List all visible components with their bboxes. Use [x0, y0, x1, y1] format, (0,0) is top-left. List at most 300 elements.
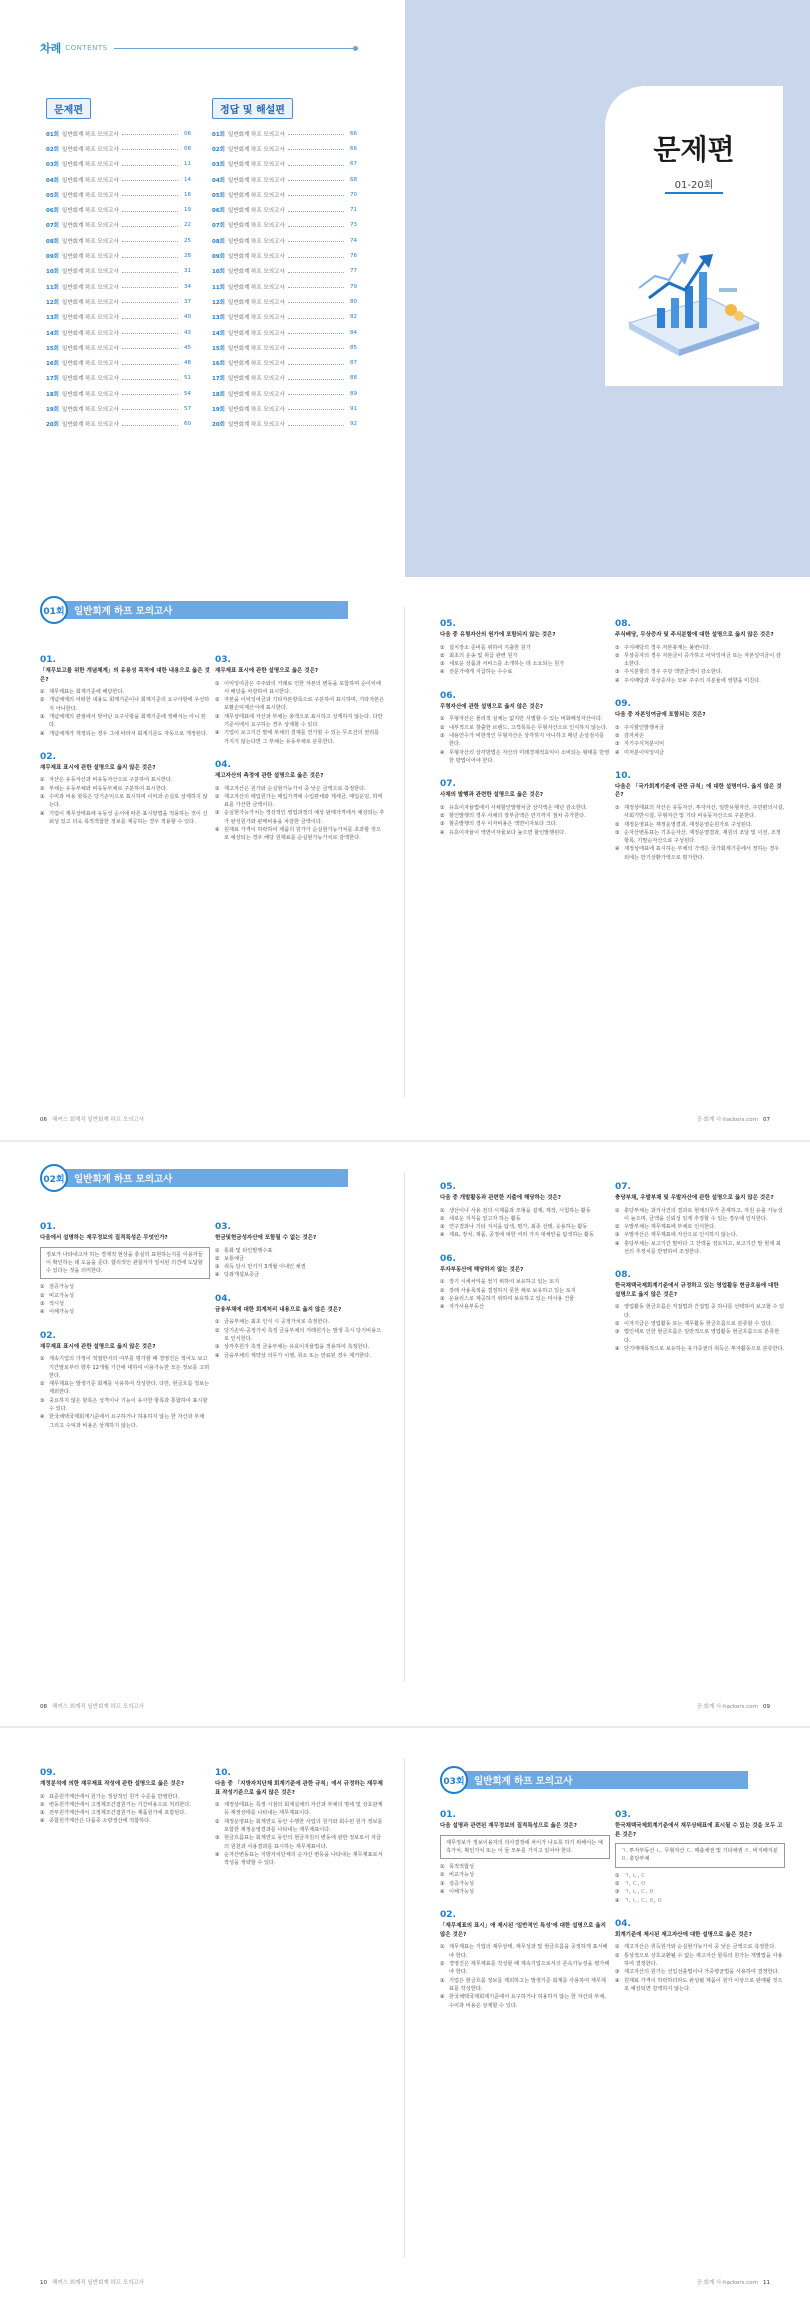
toc-item-label: 일반회계 하프 모의고사 [62, 223, 119, 230]
option-text: 상각후원가 측정 금융부채는 유효이자율법을 적용하여 측정한다. [224, 1344, 370, 1351]
option-marker: ③ [40, 794, 45, 801]
question-number: 06. [440, 1253, 456, 1264]
toc-item [212, 325, 357, 340]
toc-item-label: 일반회계 하프 모의고사 [228, 315, 285, 322]
toc-leader-dots [288, 147, 344, 150]
toc-item [212, 340, 357, 355]
footer-left [40, 1702, 144, 1710]
answer-option [440, 1888, 610, 1896]
option-text: 감자차손 [624, 732, 645, 739]
toc-leader-dots [288, 255, 344, 258]
answer-option [40, 1801, 210, 1809]
toc-item [212, 248, 357, 263]
question-text: 투자부동산에 해당하지 않는 것은? [440, 1266, 524, 1273]
toc-item-number: 19회 [212, 406, 225, 413]
option-text: 보통예금 [224, 1255, 245, 1262]
answer-option [615, 1345, 785, 1353]
option-text: 할증발행의 경우 이자비용은 액면이자보다 크다. [449, 821, 558, 828]
question [40, 1768, 210, 1826]
toc-item-label: 일반회계 하프 모의고사 [228, 422, 285, 429]
option-text: 내용연수가 비한정인 무형자산은 상각하지 아니하고 매년 손상검사를 한다. [449, 732, 605, 748]
contents-title-en: CONTENTS [65, 44, 108, 52]
answer-option [215, 1818, 385, 1835]
answer-option [40, 1809, 210, 1817]
toc-leader-dots [122, 270, 178, 273]
toc-item-label: 일반회계 하프 모의고사 [62, 406, 119, 413]
option-marker: ③ [215, 713, 220, 720]
exam-page-round-03 [0, 1726, 810, 2300]
option-marker: ① [215, 1319, 220, 1326]
answer-option [215, 809, 385, 826]
question-number: 02. [40, 751, 56, 762]
toc-item [46, 371, 191, 386]
option-text: 연구결과나 기타 지식을 탐색, 평가, 최종 선택, 응용하는 활동 [449, 1224, 588, 1231]
answer-option [615, 821, 785, 829]
option-text: 금융부채의 계약상 의무가 이행, 취소 또는 만료된 경우 제거한다. [224, 1352, 371, 1359]
option-text: 개념체계가 개정되는 경우 그에 따라서 회계기준도 자동으로 개정된다. [49, 730, 208, 737]
option-text: 전부원가계산에서 고정제조간접원가는 제품원가에 포함된다. [49, 1810, 186, 1817]
toc-item-number: 05회 [46, 192, 59, 199]
answer-option [615, 724, 785, 732]
option-marker: ① [615, 1872, 620, 1879]
question-text: 충당부채, 우발부채 및 우발자산에 관한 설명으로 옳지 않은 것은? [615, 1195, 774, 1201]
toc-item-page: 88 [350, 375, 357, 382]
option-marker: ④ [615, 846, 620, 853]
toc-item-label: 일반회계 하프 모의고사 [228, 406, 285, 413]
answer-option [615, 1328, 785, 1345]
answer-option [40, 730, 210, 738]
answer-option [440, 1960, 610, 1977]
option-marker: ③ [615, 669, 620, 676]
option-marker: ④ [440, 1232, 445, 1239]
option-marker: ② [40, 1381, 45, 1388]
option-text: 설치장소 준비를 위하여 지출한 원가 [449, 644, 531, 651]
toc-item-label: 일반회계 하프 모의고사 [228, 223, 285, 230]
toc-item-label: 일반회계 하프 모의고사 [228, 269, 285, 276]
answer-option [40, 1380, 210, 1397]
toc-item-number: 07회 [212, 223, 225, 230]
question [40, 655, 210, 738]
toc-item [212, 218, 357, 233]
toc-item [212, 294, 357, 309]
toc-item-label: 일반회계 하프 모의고사 [228, 391, 285, 398]
option-text: 자산은 유동자산과 비유동자산으로 구분하여 표시한다. [49, 777, 173, 784]
page-number: 11 [763, 2280, 770, 2286]
toc-problems-list [46, 126, 191, 432]
option-text: 통화 및 타인발행수표 [224, 1247, 273, 1254]
question-column-3 [440, 619, 610, 851]
answer-option [40, 1283, 210, 1291]
option-marker: ④ [440, 669, 445, 676]
answer-option [615, 1207, 785, 1224]
answer-option [40, 1793, 210, 1801]
page-number: 10 [40, 2280, 47, 2286]
option-text: 재무제표는 발생기준 회계를 사용하여 작성한다. 다만, 현금흐름 정보는 제외한다. [49, 1381, 210, 1396]
toc-item-number: 01회 [212, 131, 225, 138]
question-text: 다음에서 설명하는 재무정보의 질적특성은 무엇인가? [40, 1235, 168, 1241]
toc-item-page: 91 [350, 405, 357, 412]
toc-item-page: 51 [184, 375, 191, 382]
question-number: 10. [215, 1768, 231, 1778]
answer-option [440, 644, 610, 652]
toc-item-label: 일반회계 하프 모의고사 [62, 345, 119, 352]
option-text: ㄱ, ㄴ, ㄷ, ㄹ, ㅁ [624, 1897, 663, 1904]
round-banner [40, 1168, 348, 1188]
answer-option [440, 820, 610, 828]
toc-item-label: 일반회계 하프 모의고사 [228, 345, 285, 352]
toc-item [46, 386, 191, 401]
toc-item [46, 202, 191, 217]
toc-answers-title: 정답 및 해설편 [212, 98, 293, 119]
toc-item-label: 일반회계 하프 모의고사 [62, 146, 119, 153]
footer-text: 공·회계 사·hackers.com [696, 2280, 758, 2286]
answer-option [40, 810, 210, 827]
toc-problems-title: 문제편 [46, 98, 91, 119]
answer-option [615, 1880, 785, 1888]
option-marker: ② [615, 732, 620, 739]
toc-item-number: 08회 [212, 238, 225, 245]
option-marker: ③ [615, 1329, 620, 1336]
toc-item-page: 77 [350, 268, 357, 275]
question-text: 다음은 「국가회계기준에 관한 규칙」에 대한 설명이다. 옳지 않은 것은? [615, 783, 782, 799]
option-text: 최초의 운송 및 취급 관련 원가 [449, 652, 518, 659]
option-marker: ③ [615, 741, 620, 748]
answer-option [615, 677, 785, 685]
answer-option [440, 732, 610, 749]
toc-item [46, 325, 191, 340]
option-marker: ④ [615, 677, 620, 684]
option-text: 당기손익-공정가치 측정 금융부채의 거래원가는 발생 즉시 당기비용으로 인식한다. [224, 1327, 382, 1342]
option-text: 현금흐름표는 회계연도 동안의 현금자원의 변동에 관한 정보로서 자금의 원천과 사용결과를 표시하는 재무제표이다. [224, 1835, 381, 1850]
option-text: 내부적으로 창출한 브랜드, 고객목록은 무형자산으로 인식하지 않는다. [449, 724, 608, 731]
option-marker: ③ [40, 713, 45, 720]
option-text: 운용리스로 제공하기 위하여 보유하고 있는 미사용 건물 [449, 1295, 575, 1302]
option-marker: ④ [615, 1345, 620, 1352]
option-text: 한국채택국제회계기준에서 요구하거나 허용하지 않는 한 자산과 부채 그리고 수익과 비용은 상계하지 않는다. [49, 1414, 205, 1429]
toc-leader-dots [122, 346, 178, 349]
option-marker: ② [40, 1292, 45, 1299]
option-marker: ④ [40, 810, 45, 817]
toc-leader-dots [122, 193, 178, 196]
answer-option [215, 1343, 385, 1351]
option-text: 비교가능성 [449, 1872, 475, 1879]
option-marker: ② [440, 1215, 445, 1222]
option-text: 변동원가계산에서 고정제조간접원가는 기간비용으로 처리한다. [49, 1801, 191, 1808]
toc-leader-dots [122, 362, 178, 365]
answer-option [215, 1834, 385, 1851]
question-column-3 [440, 1182, 610, 1326]
round-badge: 01회 [40, 596, 68, 624]
toc-leader-dots [288, 316, 344, 319]
toc-item-page: 06 [184, 130, 191, 137]
option-marker: ④ [215, 1352, 220, 1359]
toc-item-page: 70 [350, 191, 357, 198]
footer-right [697, 1702, 770, 1710]
toc-leader-dots [288, 407, 344, 410]
toc-item-number: 02회 [212, 146, 225, 153]
option-text: 재무제표는 기업의 재무상태, 재무성과 및 현금흐름을 공정하게 표시해야 한다. [449, 1944, 608, 1959]
toc-leader-dots [288, 132, 344, 135]
answer-option [40, 1817, 210, 1825]
question-number: 04. [215, 1293, 231, 1304]
answer-option [440, 660, 610, 668]
toc-item-label: 일반회계 하프 모의고사 [228, 208, 285, 215]
toc-item-number: 11회 [46, 284, 59, 291]
question [440, 619, 610, 677]
toc-item-page: 40 [184, 314, 191, 321]
toc-item-page: 67 [350, 161, 357, 168]
toc-item [46, 141, 191, 156]
answer-option [440, 652, 610, 660]
toc-leader-dots [288, 224, 344, 227]
option-text: ㄱ, ㄴ, ㄷ [624, 1872, 646, 1879]
option-marker: ② [215, 793, 220, 800]
option-text: 수익과 비용 항목은 당기손익으로 표시하며 이익과 손실로 상계하지 않는다. [49, 794, 208, 809]
answer-option [615, 732, 785, 740]
toc-item-number: 17회 [46, 376, 59, 383]
question [615, 771, 785, 862]
question [615, 1270, 785, 1353]
toc-leader-dots [288, 209, 344, 212]
answer-option [615, 749, 785, 757]
toc-item-number: 03회 [212, 162, 225, 169]
toc-item-page: 08 [184, 145, 191, 152]
question-number: 06. [440, 690, 456, 701]
option-text: 새로운 상품과 서비스를 소개하는 데 소요되는 원가 [449, 661, 565, 668]
option-text: 유효이자율이 액면이자율보다 높으면 할인발행된다. [449, 829, 566, 836]
option-text: 재정운영표는 재정운영결과, 재정운영순원가로 구성된다. [624, 821, 753, 828]
option-marker: ① [615, 644, 620, 651]
toc-item [212, 233, 357, 248]
option-marker: ② [615, 1321, 620, 1328]
question-number: 04. [615, 1918, 631, 1929]
contents-title-kr: 차례 [40, 42, 62, 55]
answer-option [215, 1271, 385, 1279]
page-number: 06 [40, 1117, 47, 1123]
option-marker: ③ [40, 1810, 45, 1817]
option-text: ㄱ, ㄷ, ㅁ [624, 1880, 646, 1887]
question [440, 691, 610, 765]
toc-item-number: 13회 [46, 315, 59, 322]
toc-item [46, 233, 191, 248]
question-text: 다음 중 개발활동과 관련한 지출에 해당하는 것은? [440, 1195, 561, 1201]
question-column-4 [615, 1182, 785, 1367]
option-text: 충당부채는 과거사건의 결과로 현재의무가 존재하고, 자원 유출 가능성이 높으며, 금액을 신뢰성 있게 추정할 수 있는 경우에 인식한다. [624, 1207, 783, 1222]
toc-leader-dots [288, 178, 344, 181]
toc-item [212, 141, 357, 156]
option-text: 검증가능성 [449, 1880, 475, 1887]
toc-item-page: 82 [350, 314, 357, 321]
toc-item-label: 일반회계 하프 모의고사 [228, 146, 285, 153]
option-marker: ③ [615, 1889, 620, 1896]
page-gutter [404, 1758, 405, 2258]
toc-item-number: 09회 [212, 254, 225, 261]
answer-option [215, 696, 385, 713]
question [615, 1182, 785, 1256]
toc-problems [46, 98, 191, 432]
option-text: 통상적으로 상호교환될 수 없는 재고자산 항목의 원가는 개별법을 사용하여 결정한다. [624, 1952, 783, 1968]
option-text: 경영진은 재무제표를 작성할 때 계속기업으로서의 존속가능성을 평가해야 한다. [449, 1961, 610, 1976]
question [215, 760, 385, 843]
answer-option [440, 1977, 610, 1994]
toc-item-page: 74 [350, 237, 357, 244]
option-marker: ② [440, 1872, 445, 1879]
option-text: 우발부채는 재무제표에 부채로 인식한다. [624, 1224, 716, 1231]
toc-item-page: 68 [350, 176, 357, 183]
option-marker: ① [215, 785, 220, 792]
toc-leader-dots [122, 239, 178, 242]
question-text: 사채의 발행과 관련한 설명으로 옳은 것은? [440, 792, 544, 799]
cover-card [605, 86, 783, 386]
round-badge: 02회 [40, 1164, 68, 1192]
question [615, 619, 785, 685]
question-number: 08. [615, 619, 631, 629]
option-text: 재고자산은 취득원가와 순실현가능가치 중 낮은 금액으로 측정한다. [624, 1944, 776, 1951]
question-number: 07. [615, 1182, 631, 1192]
option-text: 개념체계의 관점에서 벗어난 요구사항을 회계기준에 정해서는 아니 된다. [49, 713, 206, 729]
toc-item-number: 05회 [212, 192, 225, 199]
page-number: 07 [763, 1117, 770, 1123]
exam-page-round-02 [0, 1140, 810, 1726]
option-text: 재정상태표에 표시하는 부채의 가액은 국가회계기준에서 정하는 경우 외에는 만기상환가액으로 평가한다. [624, 846, 780, 861]
answer-option [40, 1308, 210, 1316]
toc-item-label: 일반회계 하프 모의고사 [62, 284, 119, 291]
question-column-2 [215, 655, 385, 857]
question-text: 주식배당, 무상증자 및 주식분할에 대한 설명으로 옳지 않은 것은? [615, 632, 774, 638]
option-marker: ③ [615, 1969, 620, 1976]
toc-item [46, 157, 191, 172]
question-number: 02. [440, 1910, 456, 1921]
question [40, 752, 210, 826]
option-marker: ④ [615, 749, 620, 756]
toc-leader-dots [122, 132, 178, 135]
option-marker: ② [615, 1952, 620, 1959]
option-text: 기업이 보고기간 말에 부채의 결제를 연기할 수 있는 무조건의 권리를 가지지 않는다면 그 부채는 유동부채로 분류한다. [224, 730, 380, 745]
question-number: 09. [615, 699, 631, 710]
answer-option [215, 1352, 385, 1360]
toc-item-page: 25 [184, 237, 191, 244]
option-marker: ② [40, 785, 45, 792]
toc-item-number: 03회 [46, 162, 59, 169]
option-text: 검증가능성 [49, 1284, 75, 1291]
option-marker: ② [440, 812, 445, 819]
footer-text: 공·회계 사·hackers.com [696, 1117, 758, 1123]
option-text: 원재료 가격이 하락하여 제품의 원가가 순실현가능가치를 초과할 것으로 예상되는 경우 해당 원재료를 순실현가능가치로 감액한다. [224, 827, 381, 842]
toc-item [212, 279, 357, 294]
answer-option [440, 1207, 610, 1215]
toc-leader-dots [122, 163, 178, 166]
option-marker: ③ [440, 732, 445, 739]
toc-item [212, 157, 357, 172]
option-text: 재정운영표는 회계연도 동안 수행한 사업의 원가와 회수된 원가 정보를 포함한 재정운영결과를 나타내는 재무제표이다. [224, 1818, 383, 1833]
answer-option [615, 1952, 785, 1969]
round-badge: 03회 [440, 1766, 468, 1794]
option-text: 재무제표는 회계기준에 해당한다. [49, 689, 125, 696]
question-column-4 [615, 619, 785, 876]
toc-item [212, 310, 357, 325]
toc-leader-dots [288, 377, 344, 380]
option-marker: ② [615, 1224, 620, 1231]
toc-item-number: 12회 [46, 299, 59, 306]
toc-answers [212, 98, 357, 432]
toc-item-number: 16회 [212, 361, 225, 368]
toc-item-number: 06회 [212, 208, 225, 215]
option-text: 이해가능성 [449, 1889, 475, 1896]
answer-option [215, 1801, 385, 1818]
option-text: 이자지급은 영업활동 또는 재무활동 현금흐름으로 분류할 수 있다. [624, 1321, 773, 1328]
option-text: 자본을 이익잉여금과 기타자본항목으로 구분하여 표시하며, 기타자본은 포괄손익계산서에 표시한다. [224, 697, 385, 712]
toc-leader-dots [122, 285, 178, 288]
answer-option [215, 1255, 385, 1263]
toc-leader-dots [288, 163, 344, 166]
question-passage-box: ㄱ. 투자부동산 ㄴ. 무형자산 ㄷ. 매출채권 및 기타채권 ㄹ. 비지배지분 ㅁ. 충당부채 [615, 1843, 785, 1868]
option-marker: ③ [215, 1344, 220, 1351]
page-gutter [404, 1172, 405, 1682]
question-column-2 [215, 1222, 385, 1374]
option-text: 재무상태표에 자산과 부채는 총액으로 표시하고 상계하지 않는다. 다만 기준서에서 요구하는 경우 상계할 수 있다. [224, 713, 383, 729]
option-text: 표준원가계산에서 원가는 정상적인 원가 수준을 반영한다. [49, 1793, 180, 1800]
toc-item-label: 일반회계 하프 모의고사 [62, 254, 119, 261]
footer-left [40, 1115, 144, 1123]
toc-item [212, 401, 357, 416]
toc-leader-dots [288, 331, 344, 334]
toc-item-page: 48 [184, 360, 191, 367]
answer-option [440, 829, 610, 837]
round-title: 일반회계 하프 모의고사 [58, 601, 348, 619]
option-text: 생산이나 사용 전의 시제품과 모형을 설계, 제작, 시험하는 활동 [449, 1207, 591, 1214]
option-marker: ① [440, 1207, 445, 1214]
toc-item [212, 355, 357, 370]
toc-item-page: 76 [350, 253, 357, 260]
question-number: 01. [40, 655, 56, 665]
toc-item-label: 일반회계 하프 모의고사 [62, 299, 119, 306]
toc-item-number: 10회 [46, 269, 59, 276]
toc-item-number: 01회 [46, 131, 59, 138]
question-number: 07. [440, 779, 456, 790]
question [440, 779, 610, 837]
toc-item-label: 일반회계 하프 모의고사 [228, 361, 285, 368]
option-text: 순실현가능가치는 정상적인 영업과정의 예상 판매가격에서 예상되는 추가 완성원가와 판매비용을 차감한 금액이다. [224, 810, 385, 825]
toc-answers-list [212, 126, 357, 432]
toc-item-label: 일반회계 하프 모의고사 [62, 391, 119, 398]
toc-item-label: 일반회계 하프 모의고사 [228, 192, 285, 199]
answer-option [615, 1977, 785, 1994]
option-text: 부채는 유동부채와 비유동부채로 구분하여 표시한다. [49, 785, 168, 792]
option-marker: ① [440, 1864, 445, 1871]
answer-option [40, 1300, 210, 1308]
option-text: 순자산변동표는 기초순자산, 재정운영결과, 재원의 조달 및 이전, 조정항목, 기말순자산으로 구성된다. [624, 829, 781, 845]
question-column-3 [440, 1810, 610, 2024]
toc-leader-dots [288, 300, 344, 303]
question [40, 1222, 210, 1317]
toc-leader-dots [288, 346, 344, 349]
toc-item-page: 87 [350, 360, 357, 367]
option-text: 장래 사용목적을 결정하지 못한 채로 보유하고 있는 토지 [449, 1287, 576, 1294]
option-marker: ① [40, 1793, 45, 1800]
toc-item-label: 일반회계 하프 모의고사 [228, 254, 285, 261]
option-marker: ① [440, 1944, 445, 1951]
option-text: 무형자산의 상각방법은 자산의 미래경제적효익이 소비되는 형태를 반영한 방법이어야 한다. [449, 749, 610, 764]
toc-item-number: 19회 [46, 406, 59, 413]
footer-text: 공·회계 사·hackers.com [696, 1704, 758, 1710]
option-text: 영업활동 현금흐름은 직접법과 간접법 중 하나를 선택하여 보고할 수 있다. [624, 1304, 785, 1319]
toc-leader-dots [288, 193, 344, 196]
footer-right [697, 2278, 770, 2286]
answer-option [215, 713, 385, 730]
option-text: 재정상태표는 특정 시점의 회계실체의 자산과 부채의 명세 및 상호관계 등 재정상태를 나타내는 재무제표이다. [224, 1802, 383, 1817]
option-marker: ① [440, 804, 445, 811]
question-text: 「재무보고를 위한 개념체계」의 유용성 목적에 대한 내용으로 옳은 것은? [40, 668, 210, 683]
